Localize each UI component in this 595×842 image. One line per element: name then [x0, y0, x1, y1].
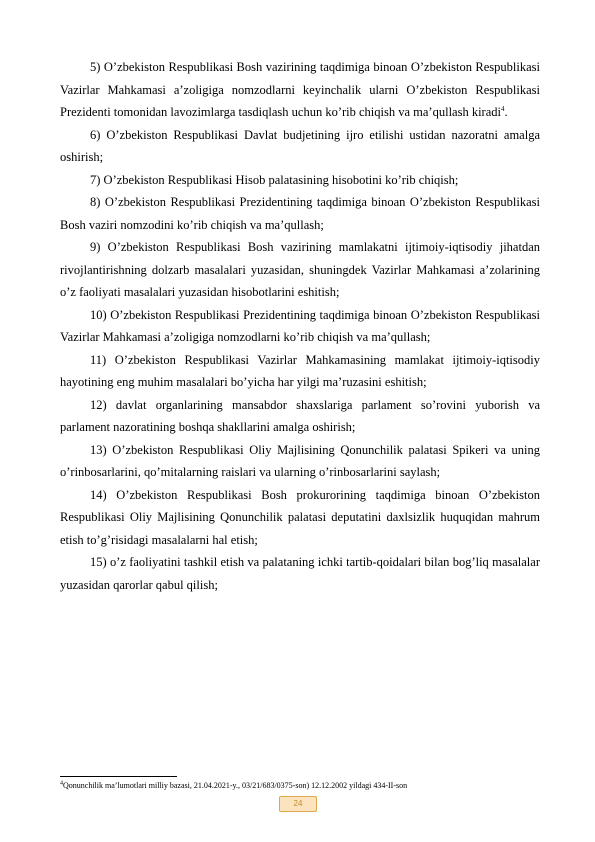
paragraph-10: 10) O’zbekiston Respublikasi Prezidentining taqdimiga binoan O’zbekiston Respublikasi Vazirlar Mahkamasi a’zoligiga nomzodlarni ko’rib chiqish va ma’qullash;	[60, 307, 540, 344]
footnote-divider	[60, 776, 177, 777]
paragraph-7: 7) O’zbekiston Respublikasi Hisob palatasining hisobotini ko’rib chiqish;	[90, 172, 459, 187]
paragraph-15: 15) o’z faoliyatini tashkil etish va palataning ichki tartib-qoidalari bilan bog’liq masalalar yuzasidan qarorlar qabul qilish;	[60, 555, 540, 592]
footnote-text: Qonunchilik ma’lumotlari milliy bazasi, 21.04.2021-y., 03/21/683/0375-son) 12.12.2002 yildagi 434-II-son	[63, 781, 408, 790]
paragraph-13: 13) O’zbekiston Respublikasi Oliy Majlisining Qonunchilik palatasi Spikeri va uning o’rinbosarlarini, qo’mitalarning raislari va ularning o’rinbosarlarini saylash;	[60, 442, 540, 479]
paragraph-5-text: 5) O’zbekiston Respublikasi Bosh vazirining taqdimiga binoan O’zbekiston Respublikasi Vazirlar Mahkamasi a’zoligiga nomzodlarni keyinchalik ularni O’zbekiston Respublikasi Prezidenti tomonidan lavozimlarga tasdiqlash uchun ko’rib chiqish va ma’qullash kiradi	[60, 60, 540, 119]
footnote	[60, 781, 550, 791]
paragraph-8: 8) O’zbekiston Respublikasi Prezidentining taqdimiga binoan O’zbekiston Respublikasi Bosh vaziri nomzodini ko’rib chiqish va ma’qullash;	[60, 195, 540, 232]
paragraph-12: 12) davlat organlarining mansabdor shaxslariga parlament so’rovini yuborish va parlament nazoratining boshqa shakllarini amalga oshirish;	[60, 397, 540, 434]
page-number-badge: 24	[279, 796, 317, 812]
paragraph-9: 9) O’zbekiston Respublikasi Bosh vazirining mamlakatni ijtimoiy-iqtisodiy jihatdan rivojlantirishning dolzarb masalalari yuzasidan, shuningdek Vazirlar Mahkamasi a’zolarining o’z faoliyati masalalari yuzasidan hisobotlarini eshitish;	[60, 240, 540, 299]
paragraph-5-trail: .	[504, 105, 508, 119]
document-body	[60, 56, 540, 596]
paragraph-14: 14) O’zbekiston Respublikasi Bosh prokurorining taqdimiga binoan O’zbekiston Respublikasi Oliy Majlisining Qonunchilik palatasi deputatini daxlsizlik huquqidan mahrum etish to’g’risidagi masalalarni hal etish;	[60, 487, 540, 547]
footnote-reference[interactable]: 4	[501, 104, 505, 113]
paragraph-11: 11) O’zbekiston Respublikasi Vazirlar Mahkamasining mamlakat ijtimoiy-iqtisodiy hayotining eng muhim masalalari bo’yicha har yilgi ma’ruzasini eshitish;	[60, 352, 540, 389]
paragraph-6: 6) O’zbekiston Respublikasi Davlat budjetining ijro etilishi ustidan nazoratni amalga oshirish;	[60, 127, 540, 164]
paragraph-5	[60, 56, 540, 124]
footnote-marker: 4	[60, 780, 63, 787]
